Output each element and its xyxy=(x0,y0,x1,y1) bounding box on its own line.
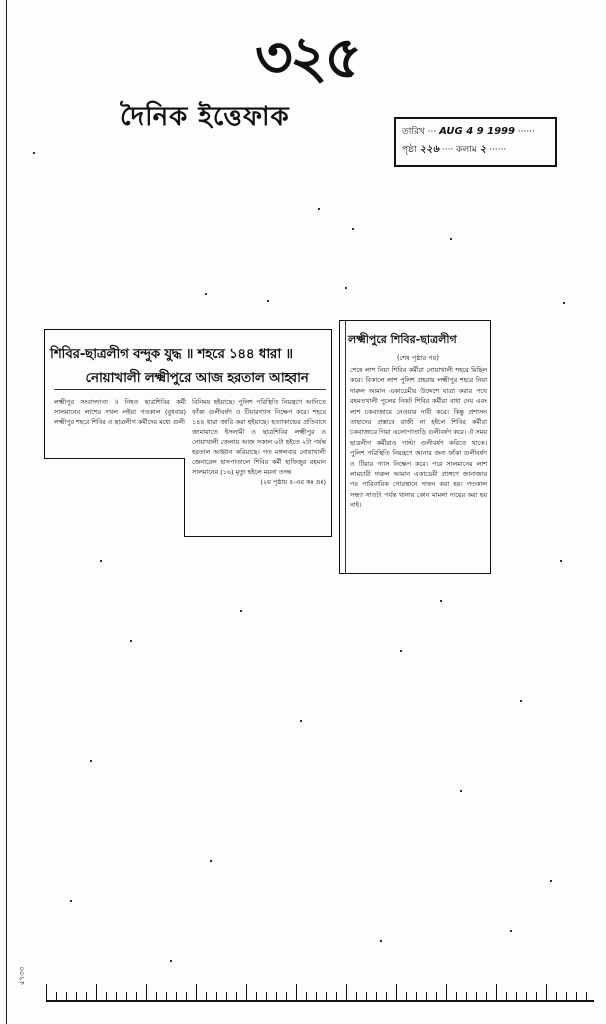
clipping-frame-step xyxy=(44,458,185,459)
ruler-tick xyxy=(246,984,247,1000)
ruler-tick xyxy=(486,992,487,1000)
scan-speck xyxy=(450,238,452,240)
continuation-note: (২য় পৃষ্ঠায় ৫-এর কঃ দ্রঃ) xyxy=(260,478,326,486)
ruler-tick xyxy=(46,984,47,1000)
measurement-ruler xyxy=(46,984,594,1002)
ruler-tick xyxy=(346,984,347,1000)
ruler-tick xyxy=(406,992,407,1000)
ruler-tick xyxy=(196,984,197,1000)
ruler-tick xyxy=(456,992,457,1000)
ruler-label: ৫৭৩৩ xyxy=(18,966,26,985)
stamp-page-value: ২২৬ xyxy=(419,144,439,155)
ruler-tick xyxy=(156,992,157,1000)
ruler-tick xyxy=(86,992,87,1000)
scan-speck xyxy=(130,640,132,642)
scan-speck xyxy=(460,790,462,792)
ruler-tick xyxy=(536,992,537,1000)
scan-speck xyxy=(90,760,92,762)
ruler-tick xyxy=(576,992,577,1000)
article-column-left: লক্ষ্মীপুর সংবাদদাতা ॥ নিহত ছাত্রশিবির কর্মী সালমানের লাশের দখল লইয়া গতকাল (বুধবার) লক্ষ্মীপুর শহরে শিবির ও ছাত্রলীগ কর্মীদের মধ্যে গুলী xyxy=(54,398,186,426)
ruler-tick xyxy=(106,992,107,1000)
continued-from-note: (শেষ পৃষ্ঠার পর) xyxy=(397,354,439,362)
ruler-tick xyxy=(496,984,497,1000)
scan-speck xyxy=(318,208,320,210)
ruler-tick xyxy=(396,984,397,1000)
scan-speck xyxy=(440,600,442,602)
scan-speck xyxy=(380,940,382,942)
stamp-date-label: তারিখ xyxy=(402,127,425,137)
ruler-tick xyxy=(556,992,557,1000)
ruler-tick xyxy=(66,992,67,1000)
news-clipping-continued xyxy=(339,320,491,574)
scan-speck xyxy=(510,930,512,932)
ruler-tick xyxy=(326,992,327,1000)
stamp-column-label: কলাম xyxy=(456,145,477,155)
scan-speck xyxy=(520,700,522,702)
ruler-tick xyxy=(136,992,137,1000)
archive-number: ৩২৫ xyxy=(255,23,360,91)
scan-speck xyxy=(400,650,402,652)
scan-speck xyxy=(100,560,102,562)
ruler-tick xyxy=(546,984,547,1000)
ruler-tick xyxy=(476,992,477,1000)
scan-speck xyxy=(33,152,35,154)
ruler-tick xyxy=(566,992,567,1000)
ruler-tick xyxy=(216,992,217,1000)
stamp-page-row: পৃষ্ঠা ২২৬ ···· কলাম ২ ······ xyxy=(402,144,507,155)
scan-speck xyxy=(240,610,242,612)
ruler-tick xyxy=(226,992,227,1000)
ruler-tick xyxy=(446,984,447,1000)
ruler-tick xyxy=(96,984,97,1000)
continued-title: লক্ষ্মীপুরে শিবির-ছাত্রলীগ xyxy=(348,333,457,346)
scan-speck xyxy=(210,860,212,862)
ruler-tick xyxy=(206,992,207,1000)
ruler-tick xyxy=(176,992,177,1000)
scan-speck xyxy=(345,287,347,289)
ruler-tick xyxy=(286,992,287,1000)
ruler-tick xyxy=(356,992,357,1000)
ruler-tick xyxy=(336,992,337,1000)
news-clipping-main xyxy=(44,329,332,537)
ruler-tick xyxy=(76,992,77,1000)
newspaper-masthead: দৈনিক ইত্তেফাক xyxy=(120,102,290,132)
ruler-tick xyxy=(516,992,517,1000)
headline-primary: শিবির-ছাত্রলীগ বন্দুক যুদ্ধ ॥ শহরে ১৪৪ ধারা ॥ xyxy=(50,346,293,362)
scan-speck xyxy=(300,720,302,722)
clipping-inner-rule xyxy=(345,321,346,573)
ruler-tick xyxy=(586,992,587,1000)
ruler-tick xyxy=(306,992,307,1000)
scan-speck xyxy=(550,880,552,882)
ruler-tick xyxy=(56,992,57,1000)
scan-speck xyxy=(205,293,207,295)
ruler-tick xyxy=(296,984,297,1000)
scan-speck xyxy=(352,228,354,230)
article-column-right xyxy=(192,397,326,487)
scan-edge-line xyxy=(6,0,7,1024)
scan-speck xyxy=(170,960,172,962)
ruler-tick xyxy=(236,992,237,1000)
ruler-tick xyxy=(126,992,127,1000)
scan-speck xyxy=(70,900,72,902)
archive-stamp xyxy=(394,117,557,167)
ruler-tick xyxy=(376,992,377,1000)
article-column-right-text: বিনিময় হইয়াছে। পুলিশ পরিস্থিতি নিয়ন্ত্রণে আনিতে ফাঁকা গুলীবর্ষণ ও টিয়ারগ্যাস নিক্ষেপ করে। শহরে ১৪৪ ধারা জারি করা হইয়াছে। হত্যাকান্ডের প্রতিবাদে জামায়াতে ইসলামী ও ছাত্রশিবির লক্ষ্মীপুর ও নোয়াখালী জেলায় আজ সকাল ৬টা হইতে ২টা পর্যন্ত হরতাল আহ্বান করিয়াছে। গত মঙ্গলবার নোয়াখালী জেনারেল হাসপাতালে শিবির কর্মী হাফিজুর রহমান সালমানের (১৬) মৃত্যু হইলে ময়না তদন্ত xyxy=(192,398,326,476)
continued-body: শেষে লাশ নিয়া শিবির কর্মীরা নোয়াখালী শহরে মিছিল করে। বিকালে লাশ পুলিশ প্রহরায় লক্ষ্মীপুর শহরে নিয়া দারুল আমান একাডেমীর উদ্দেশে যাত্রা করার পথে রহমতখালী পুলের নিকট শিবির কর্মীরা বাধা দেয় এবং লাশ চকবাজারে নেওয়ার দাবী করে। কিন্তু প্রশাসন তাহাদের প্রস্তাবে রাজী না হইলে শিবির কর্মীরা চকবাজারে গিয়া এলোপাতাড়ি গুলীবর্ষণ করে। ঐ সময় ছাত্রলীগ কর্মীরাও পাল্টা গুলীবর্ষণ করিতে থাকে। পুলিশ পরিস্থিতি নিয়ন্ত্রণে আনার জন্য ফাঁকা গুলীবর্ষণ ও টিয়ার গ্যাস নিক্ষেপ করে। পরে সালমানের লাশ লামচারী দারুল আমান একাডেমী প্রাঙ্গণে জানাজার পর পারিবারিক গোরস্থানে দাফন করা হয়। গতকাল সন্ধ্যা সাতটা পর্যন্ত থানায় কোন মামলা দায়ের করা হয় নাই। xyxy=(350,366,487,510)
headline-rule xyxy=(54,389,326,390)
ruler-tick xyxy=(166,992,167,1000)
ruler-tick xyxy=(146,984,147,1000)
ruler-tick xyxy=(386,992,387,1000)
scan-speck xyxy=(267,300,269,302)
ruler-tick xyxy=(436,992,437,1000)
scan-speck xyxy=(560,560,562,562)
ruler-tick xyxy=(366,992,367,1000)
stamp-column-value: ২ xyxy=(479,144,487,155)
headline-secondary: নোয়াখালী লক্ষ্মীপুরে আজ হরতাল আহ্বান xyxy=(85,370,309,386)
ruler-tick xyxy=(256,992,257,1000)
stamp-date-row: তারিখ ··· AUG 4 9 1999 ······ xyxy=(402,126,535,137)
ruler-tick xyxy=(416,992,417,1000)
stamp-date-value: AUG 4 9 1999 xyxy=(439,126,515,137)
ruler-tick xyxy=(466,992,467,1000)
ruler-tick xyxy=(186,992,187,1000)
ruler-tick xyxy=(276,992,277,1000)
ruler-tick xyxy=(316,992,317,1000)
ruler-tick xyxy=(116,992,117,1000)
ruler-tick xyxy=(266,992,267,1000)
scan-speck xyxy=(563,302,565,304)
ruler-tick xyxy=(526,992,527,1000)
stamp-page-label: পৃষ্ঠা xyxy=(402,145,417,155)
ruler-tick xyxy=(506,992,507,1000)
ruler-tick xyxy=(426,992,427,1000)
